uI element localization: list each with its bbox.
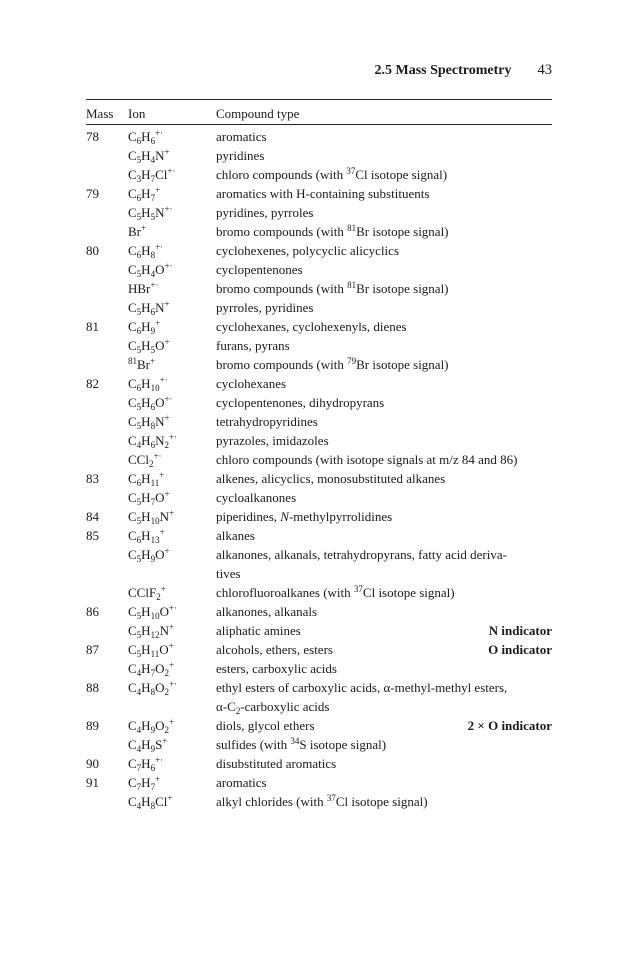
compound-type-cell: aromatics with H-containing substituents (216, 186, 430, 201)
ion-cell: $C_5H_4N^+$ (128, 147, 170, 165)
mass-cell: 82 (86, 376, 99, 391)
table-row (86, 336, 552, 355)
mass-cell (86, 222, 128, 241)
mass-cell (86, 488, 128, 507)
mass-cell: 91 (86, 775, 99, 790)
mass-cell (86, 412, 128, 431)
table-row (86, 146, 552, 165)
table-row (86, 507, 552, 526)
table-row (86, 279, 552, 298)
ion-cell: $C_5H_6N^+$ (128, 299, 170, 317)
table-row (86, 583, 552, 602)
compound-type-cell: cyclohexenes, polycyclic alicyclics (216, 243, 400, 258)
mass-cell (86, 450, 128, 469)
compound-type-text: diols, glycol ethers (216, 718, 315, 733)
ion-cell: $C_6H_6^{+\cdot}$ (128, 128, 164, 146)
compound-type-cell: alkanones, alkanals (216, 604, 318, 619)
table-row (86, 526, 552, 545)
table-row (86, 431, 552, 450)
mass-cell (86, 298, 128, 317)
mass-cell: 81 (86, 319, 99, 334)
table-row (86, 374, 552, 393)
compound-type-cell: cyclohexanes, cyclohexenyls, dienes (216, 319, 407, 334)
compound-type-text: aliphatic amines (216, 623, 301, 638)
compound-type-cell (216, 640, 552, 659)
compound-type-cell: alkanones, alkanals, tetrahydropyrans, fatty acid deriva- tives (216, 547, 507, 581)
ion-cell: $C_4H_8Cl^+$ (128, 793, 173, 811)
mass-cell (86, 336, 128, 355)
compound-type-cell: chlorofluoroalkanes (with $^{37}$Cl isotope signal) (216, 584, 455, 600)
compound-type-cell: cyclohexanes (216, 376, 287, 391)
indicator-label: O indicator (488, 642, 552, 657)
ion-cell: CClF$_2$+ (128, 584, 166, 602)
mass-cell: 85 (86, 528, 99, 543)
compound-type-cell (216, 621, 552, 640)
ion-cell: $C_6H_9^+$ (128, 318, 161, 336)
compound-type-cell: alkyl chlorides (with $^{37}$Cl isotope signal) (216, 793, 428, 809)
table-row (86, 412, 552, 431)
mass-cell: 87 (86, 642, 99, 657)
mass-cell: 84 (86, 509, 99, 524)
table-header-rule (86, 124, 552, 125)
compound-type-cell: cyclopentenones (216, 262, 303, 277)
section-title: 2.5 Mass Spectrometry (374, 63, 512, 78)
indicator-label: 2 × O indicator (467, 718, 552, 733)
table-row (86, 260, 552, 279)
compound-type-cell: esters, carboxylic acids (216, 661, 337, 676)
table-row (86, 754, 552, 773)
mass-cell (86, 165, 128, 184)
compound-type-cell: sulfides (with $^{34}$S isotope signal) (216, 736, 387, 752)
ion-cell: $C_6H_{10}^{+\cdot}$ (128, 375, 168, 393)
mass-cell (86, 260, 128, 279)
compound-type-cell: aromatics (216, 775, 267, 790)
mass-cell: 90 (86, 756, 99, 771)
table-row (86, 203, 552, 222)
table-row (86, 450, 552, 469)
ion-cell: $C_6H_{11}^+$ (128, 470, 165, 488)
mass-cell: 86 (86, 604, 99, 619)
column-header-ion: Ion (128, 106, 146, 121)
compound-type-cell: disubstituted aromatics (216, 756, 337, 771)
ion-cell: CCl$_2$+· (128, 451, 162, 469)
running-header (0, 62, 552, 79)
compound-type-cell: furans, pyrans (216, 338, 290, 353)
compound-type-cell: pyridines (216, 148, 265, 163)
table-row (86, 659, 552, 678)
compound-type-cell: chloro compounds (with isotope signals at m/z 84 and 86) (216, 452, 518, 467)
compound-type-cell: bromo compounds (with $^{81}$Br isotope signal) (216, 280, 449, 296)
mass-cell (86, 203, 128, 222)
table-row (86, 393, 552, 412)
mass-ion-table (86, 127, 552, 811)
mass-cell: 83 (86, 471, 99, 486)
mass-cell: 88 (86, 680, 99, 695)
ion-cell: $C_6H_{13}^+$ (128, 527, 165, 545)
mass-cell: 78 (86, 129, 99, 144)
compound-type-cell: alkanes (216, 528, 255, 543)
mass-cell (86, 792, 128, 811)
mass-cell (86, 279, 128, 298)
table-row (86, 241, 552, 260)
page-number: 43 (537, 62, 552, 78)
ion-cell: $C_5H_{10}N^+$ (128, 508, 175, 526)
table-row (86, 127, 552, 146)
compound-type-cell: aromatics (216, 129, 267, 144)
table-row (86, 165, 552, 184)
ion-cell: $C_5H_{12}N^+$ (128, 622, 175, 640)
ion-cell: $C_4H_6N_2^{+\cdot}$ (128, 432, 178, 450)
table-row (86, 545, 552, 583)
table-row (86, 773, 552, 792)
mass-cell (86, 146, 128, 165)
mass-cell (86, 659, 128, 678)
mass-cell (86, 355, 128, 374)
table-row (86, 602, 552, 621)
ion-cell: $C_3H_7Cl^{+\cdot}$ (128, 166, 176, 184)
mass-cell (86, 735, 128, 754)
table-row (86, 621, 552, 640)
mass-cell (86, 583, 128, 602)
compound-type-cell: cyclopentenones, dihydropyrans (216, 395, 385, 410)
table-row (86, 640, 552, 659)
ion-cell: $C_6H_7^+$ (128, 185, 161, 203)
table-row (86, 716, 552, 735)
mass-cell: 79 (86, 186, 99, 201)
mass-cell (86, 393, 128, 412)
ion-cell: $C_5H_{10}O^{+\cdot}$ (128, 603, 178, 621)
table-row (86, 355, 552, 374)
ion-cell: $C_4H_9S^+$ (128, 736, 168, 754)
mass-cell (86, 431, 128, 450)
mass-cell (86, 545, 128, 583)
ion-cell: $C_7H_7^+$ (128, 774, 161, 792)
table-row (86, 488, 552, 507)
compound-type-cell: ethyl esters of carboxylic acids, α-methyl-methyl esters, $\alpha-C_2$-carboxylic acids (216, 680, 508, 716)
indicator-label: N indicator (488, 623, 552, 638)
ion-cell: $C_4H_7O_2^+$ (128, 660, 175, 678)
compound-type-cell: alkenes, alicyclics, monosubstituted alkanes (216, 471, 446, 486)
mass-cell (86, 621, 128, 640)
column-header-mass: Mass (86, 106, 114, 121)
column-header-compound-type: Compound type (216, 106, 300, 121)
ion-cell: $C_5H_5O^+$ (128, 337, 170, 355)
ion-cell: $C_4H_9O_2^+$ (128, 717, 175, 735)
ion-cell: $C_7H_6^{+\cdot}$ (128, 755, 164, 773)
compound-type-cell: bromo compounds (with $^{79}$Br isotope signal) (216, 356, 449, 372)
compound-type-cell: tetrahydropyridines (216, 414, 318, 429)
ion-cell: $C_5H_5N^{+\cdot}$ (128, 204, 173, 222)
table-row (86, 678, 552, 716)
ion-cell: Br+ (128, 223, 147, 239)
compound-type-cell: bromo compounds (with $^{81}$Br isotope signal) (216, 223, 449, 239)
ion-cell: $C_5H_{11}O^+$ (128, 641, 174, 659)
ion-cell: $C_4H_8O_2^{+\cdot}$ (128, 679, 178, 697)
compound-type-cell: pyridines, pyrroles (216, 205, 314, 220)
table-row (86, 222, 552, 241)
ion-cell: HBr+· (128, 280, 159, 296)
ion-cell: $C_5H_9O^+$ (128, 546, 170, 564)
table-row (86, 317, 552, 336)
ion-cell: $^{81}$Br+ (128, 356, 156, 372)
mass-cell: 80 (86, 243, 99, 258)
table-row (86, 792, 552, 811)
table-row (86, 298, 552, 317)
table-body (86, 127, 552, 811)
compound-type-cell (216, 716, 552, 735)
compound-type-cell: pyrazoles, imidazoles (216, 433, 329, 448)
table-row (86, 184, 552, 203)
compound-type-cell: piperidines, N-methylpyrrolidines (216, 509, 393, 524)
table-row (86, 735, 552, 754)
ion-cell: $C_5H_6O^{+\cdot}$ (128, 394, 173, 412)
compound-type-cell: cycloalkanones (216, 490, 297, 505)
mass-cell: 89 (86, 718, 99, 733)
table-top-rule (86, 99, 552, 100)
table-row (86, 469, 552, 488)
ion-cell: $C_5H_7O^+$ (128, 489, 170, 507)
ion-cell: $C_5H_8N^+$ (128, 413, 170, 431)
compound-type-cell: chloro compounds (with $^{37}$Cl isotope signal) (216, 166, 448, 182)
ion-cell: $C_6H_8^{+\cdot}$ (128, 242, 164, 260)
ion-cell: $C_5H_4O^{+\cdot}$ (128, 261, 173, 279)
compound-type-text: alcohols, ethers, esters (216, 642, 333, 657)
compound-type-cell: pyrroles, pyridines (216, 300, 314, 315)
